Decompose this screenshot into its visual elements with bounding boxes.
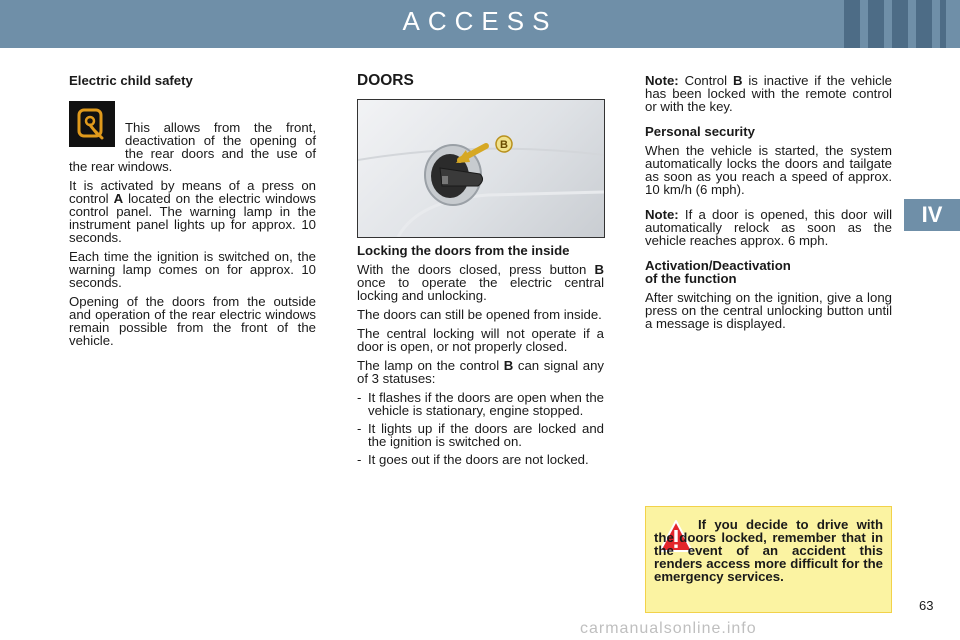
child-safety-p2: Each time the ignition is switched on, the warning lamp comes on for approx. 10 seconds. xyxy=(69,249,316,290)
warning-box xyxy=(645,506,892,613)
locking-p4: The lamp on the control B can signal any of 3 statuses: xyxy=(357,358,604,386)
middle-column xyxy=(357,244,604,472)
doors-title: DOORS xyxy=(357,72,414,89)
activation-heading: Activation/Deactivation of the function xyxy=(645,258,791,286)
note-relock: Note: If a door is opened, this door will automatically relock as soon as the vehicle reaches approx. 6 mph. xyxy=(645,207,892,248)
photo-label-b: B xyxy=(500,139,508,151)
watermark: carmanualsonline.info xyxy=(580,620,757,637)
door-control-photo xyxy=(357,99,605,238)
locking-p2: The doors can still be opened from inside. xyxy=(357,307,602,322)
left-column xyxy=(69,74,316,353)
decor-bar xyxy=(916,0,932,48)
section-title: ACCESS xyxy=(402,6,558,36)
decor-bar xyxy=(892,0,908,48)
child-safety-intro: This allows from the front, deactivation of the opening of the rear doors and the use of the rear windows. xyxy=(69,120,316,174)
page-header xyxy=(0,0,960,48)
list-item: - It goes out if the doors are not locked. xyxy=(357,453,604,466)
list-item: - It flashes if the doors are open when the vehicle is stationary, engine stopped. xyxy=(357,391,604,417)
list-item: - It lights up if the doors are locked and the ignition is switched on. xyxy=(357,422,604,448)
decor-bar xyxy=(868,0,884,48)
locking-p3: The central locking will not operate if a door is open, or not properly closed. xyxy=(357,326,604,354)
locking-heading: Locking the doors from the inside xyxy=(357,243,570,258)
decor-bar xyxy=(844,0,860,48)
right-column xyxy=(645,74,892,336)
locking-p1: With the doors closed, press button B once to operate the electric central locking and unlocking. xyxy=(357,262,604,303)
child-lock-warning-icon xyxy=(69,101,115,147)
personal-security-text: When the vehicle is started, the system automatically locks the doors and tailgate as soon as you reach a speed of approx. 10 km/h (6 mph). xyxy=(645,143,892,197)
activation-text: After switching on the ignition, give a long press on the central unlocking button until a message is displayed. xyxy=(645,290,892,331)
child-safety-p1: It is activated by means of a press on control A located on the electric windows control panel. The warning lamp in the instrument panel lights up for approx. 10 seconds. xyxy=(69,178,316,245)
page-number: 63 xyxy=(919,598,934,613)
header-decoration xyxy=(844,0,946,48)
status-list xyxy=(357,391,604,466)
warning-text: If you decide to drive with the doors locked, remember that in the event of an accident this renders access more difficult for the emergency services. xyxy=(654,517,883,584)
personal-security-heading: Personal security xyxy=(645,124,755,139)
note-control-b: Note: Control B is inactive if the vehicle has been locked with the remote control or with the key. xyxy=(645,73,892,114)
chapter-tab[interactable]: IV xyxy=(904,199,960,231)
child-safety-p3: Opening of the doors from the outside and operation of the rear electric windows remain possible from the front of the vehicle. xyxy=(69,294,316,348)
child-safety-heading: Electric child safety xyxy=(69,73,193,88)
decor-bar xyxy=(940,0,946,48)
